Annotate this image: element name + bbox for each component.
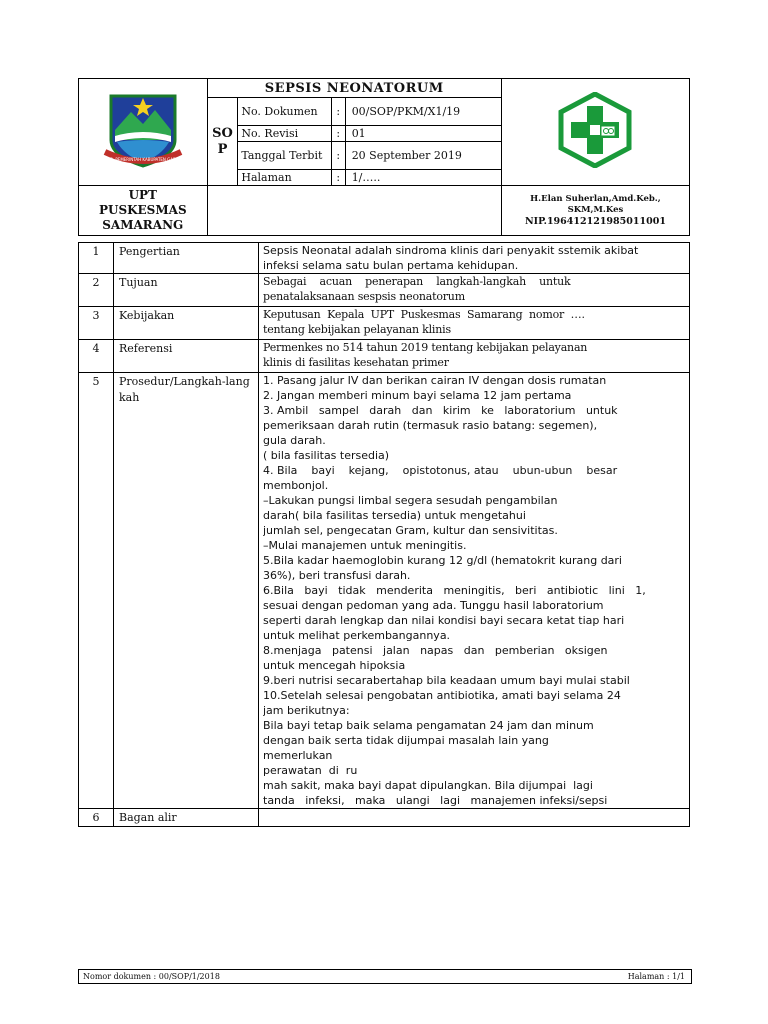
procedure-line: 1. Pasang jalur IV dan berikan cairan IV dengan dosis rumatan — [263, 374, 607, 387]
field-value-no-revisi: 01 — [345, 126, 501, 142]
field-label-no-revisi: No. Revisi — [238, 126, 332, 142]
footer-page-number: Halaman : 1/1 — [627, 972, 685, 981]
field-label-halaman: Halaman — [238, 170, 332, 186]
sop-label — [207, 98, 238, 186]
row-number: 2 — [79, 274, 114, 307]
signatory-degree: SKM,M.Kes — [567, 205, 624, 215]
procedure-line: darah( bila fasilitas tersedia) untuk mengetahui — [263, 509, 526, 522]
row-label: Bagan alir — [114, 809, 259, 827]
text-line: Permenkes no 514 tahun 2019 tentang kebijakan pelayanan — [263, 341, 588, 354]
procedure-line: tanda infeksi, maka ulangi lagi manajemen infeksi/sepsi — [263, 794, 608, 807]
procedure-line: 8.menjaga patensi jalan napas dan pemberian oksigen — [263, 644, 608, 657]
regency-logo-cell — [79, 79, 208, 186]
field-colon: : — [331, 98, 345, 126]
org-line: UPT — [128, 188, 157, 202]
table-row — [79, 274, 690, 307]
bagan-alir-cell — [259, 809, 690, 827]
row-number: 4 — [79, 340, 114, 373]
org-line: PUSKESMAS — [98, 203, 187, 217]
procedure-line: gula darah. — [263, 434, 326, 447]
procedure-line: untuk melihat perkembangannya. — [263, 629, 451, 642]
procedure-line: –Lakukan pungsi limbal segera sesudah pengambilan — [263, 494, 558, 507]
procedure-line: 2. Jangan memberi minum bayi selama 12 jam pertama — [263, 389, 572, 402]
procedure-line: 6.Bila bayi tidak menderita meningitis, beri antibiotic lini 1, — [263, 584, 646, 597]
text-line: infeksi selama satu bulan pertama kehidupan. — [263, 259, 519, 272]
field-label-tanggal-terbit: Tanggal Terbit — [238, 142, 332, 170]
row-label: Referensi — [114, 340, 259, 373]
procedure-line: –Mulai manajemen untuk meningitis. — [263, 539, 467, 552]
blank-cell — [207, 186, 501, 236]
footer-bar — [78, 969, 692, 984]
text-line: Keputusan Kepala UPT Puskesmas Samarang nomor …. — [263, 308, 585, 321]
regency-emblem-icon — [101, 90, 185, 170]
table-row — [79, 243, 690, 274]
table-row — [79, 307, 690, 340]
referensi-text — [259, 340, 690, 373]
procedure-line: 3. Ambil sampel darah dan kirim ke laboratorium untuk — [263, 404, 618, 417]
row-number: 6 — [79, 809, 114, 827]
procedure-line: seperti darah lengkap dan nilai kondisi bayi secara ketat tiap hari — [263, 614, 625, 627]
procedure-line: ( bila fasilitas tersedia) — [263, 449, 390, 462]
row-label: Prosedur/Langkah-langkah — [114, 373, 259, 809]
header-table — [78, 78, 690, 236]
signatory-block — [501, 186, 689, 236]
procedure-line: 9.beri nutrisi secarabertahap bila keadaan umum bayi mulai stabil — [263, 674, 630, 687]
pengertian-text — [259, 243, 690, 274]
organization-name — [79, 186, 208, 236]
kebijakan-text — [259, 307, 690, 340]
row-number: 5 — [79, 373, 114, 809]
procedure-line: dengan baik serta tidak dijumpai masalah lain yang — [263, 734, 549, 747]
field-colon: : — [331, 142, 345, 170]
text-line: penatalaksanaan sespsis neonatorum — [263, 290, 465, 303]
text-line: tentang kebijakan pelayanan klinis — [263, 323, 451, 336]
signatory-nip: NIP.196412121985011001 — [524, 216, 666, 227]
prosedur-text — [259, 373, 690, 809]
row-label: Pengertian — [114, 243, 259, 274]
procedure-line: mah sakit, maka bayi dapat dipulangkan. Bila dijumpai lagi — [263, 779, 593, 792]
text-line: Sebagai acuan penerapan langkah-langkah untuk — [263, 275, 571, 288]
field-value-no-dokumen: 00/SOP/PKM/X1/19 — [345, 98, 501, 126]
field-colon: : — [331, 126, 345, 142]
procedure-line: Bila bayi tetap baik selama pengamatan 24 jam dan minum — [263, 719, 594, 732]
tujuan-text — [259, 274, 690, 307]
procedure-line: untuk mencegah hipoksia — [263, 659, 406, 672]
signatory-name: H.Elan Suherlan,Amd.Keb., — [530, 194, 661, 204]
org-line: SAMARANG — [102, 218, 184, 232]
field-value-tanggal-terbit: 20 September 2019 — [345, 142, 501, 170]
table-row — [79, 373, 690, 809]
field-value-halaman: 1/….. — [345, 170, 501, 186]
text-line: klinis di fasilitas kesehatan primer — [263, 356, 449, 369]
procedure-table — [78, 242, 690, 827]
row-label: Kebijakan — [114, 307, 259, 340]
field-colon: : — [331, 170, 345, 186]
procedure-line: pemeriksaan darah rutin (termasuk rasio batang: segemen), — [263, 419, 598, 432]
procedure-line: 36%), beri transfusi darah. — [263, 569, 411, 582]
procedure-line: perawatan di ru — [263, 764, 358, 777]
logo-ribbon-text: KAB. PEMERINTAH KABUPATEN GARUT — [104, 157, 181, 162]
field-label-no-dokumen: No. Dokumen — [238, 98, 332, 126]
row-number: 1 — [79, 243, 114, 274]
procedure-line: 5.Bila kadar haemoglobin kurang 12 g/dl (hematokrit kurang dari — [263, 554, 622, 567]
procedure-line: jam berikutnya: — [263, 704, 350, 717]
row-number: 3 — [79, 307, 114, 340]
procedure-line: 4. Bila bayi kejang, opistotonus, atau ubun-ubun besar — [263, 464, 618, 477]
row-label: Tujuan — [114, 274, 259, 307]
sop-label-text: SO P — [212, 125, 233, 157]
procedure-line: jumlah sel, pengecatan Gram, kultur dan sensivititas. — [263, 524, 558, 537]
procedure-line: memerlukan — [263, 749, 333, 762]
document-title: SEPSIS NEONATORUM — [207, 79, 501, 98]
footer-document-number: Nomor dokumen : 00/SOP/1/2018 — [83, 972, 220, 981]
puskesmas-logo-icon — [557, 92, 633, 168]
procedure-line: sesuai dengan pedoman yang ada. Tunggu hasil laboratorium — [263, 599, 604, 612]
puskesmas-logo-cell — [501, 79, 689, 186]
text-line: Sepsis Neonatal adalah sindroma klinis dari penyakit sstemik akibat — [263, 244, 639, 257]
table-row — [79, 340, 690, 373]
table-row — [79, 809, 690, 827]
procedure-line: 10.Setelah selesai pengobatan antibiotika, amati bayi selama 24 — [263, 689, 621, 702]
procedure-line: membonjol. — [263, 479, 329, 492]
